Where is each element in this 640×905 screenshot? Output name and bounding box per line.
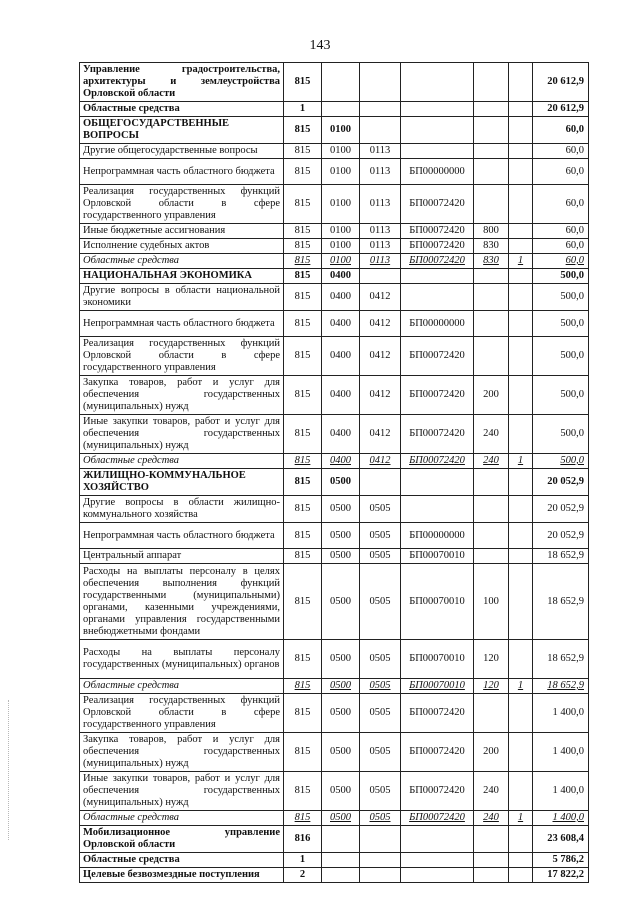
row-target-article: БП00072420 <box>401 772 474 811</box>
table-row <box>80 117 589 144</box>
row-subsection-code: 0412 <box>360 337 401 376</box>
row-funding-source <box>509 733 533 772</box>
row-grbs-code: 815 <box>284 224 322 239</box>
row-amount: 500,0 <box>533 337 589 376</box>
row-grbs-code: 2 <box>284 868 322 883</box>
table-row <box>80 826 589 853</box>
row-name: Другие общегосударственные вопросы <box>80 144 284 159</box>
row-target-article: БП00000000 <box>401 311 474 337</box>
row-funding-source <box>509 469 533 496</box>
row-amount: 500,0 <box>533 376 589 415</box>
row-subsection-code <box>360 469 401 496</box>
row-target-article: БП00072420 <box>401 454 474 469</box>
row-target-article: БП00070010 <box>401 549 474 564</box>
row-section-code: 0400 <box>322 376 360 415</box>
row-section-code: 0500 <box>322 694 360 733</box>
row-amount: 1 400,0 <box>533 811 589 826</box>
row-amount: 500,0 <box>533 284 589 311</box>
row-grbs-code: 815 <box>284 469 322 496</box>
row-target-article <box>401 853 474 868</box>
row-section-code <box>322 853 360 868</box>
row-funding-source <box>509 772 533 811</box>
row-amount: 1 400,0 <box>533 694 589 733</box>
row-expense-type: 120 <box>474 640 509 679</box>
row-subsection-code <box>360 269 401 284</box>
row-subsection-code: 0113 <box>360 254 401 269</box>
table-row <box>80 269 589 284</box>
row-amount: 60,0 <box>533 224 589 239</box>
row-grbs-code: 815 <box>284 694 322 733</box>
row-subsection-code <box>360 117 401 144</box>
row-grbs-code: 815 <box>284 772 322 811</box>
table-row <box>80 63 589 102</box>
row-section-code: 0400 <box>322 337 360 376</box>
row-expense-type <box>474 144 509 159</box>
row-expense-type: 100 <box>474 564 509 640</box>
row-subsection-code: 0412 <box>360 454 401 469</box>
row-grbs-code: 816 <box>284 826 322 853</box>
row-funding-source: 1 <box>509 254 533 269</box>
row-target-article <box>401 284 474 311</box>
row-amount: 17 822,2 <box>533 868 589 883</box>
row-expense-type <box>474 826 509 853</box>
row-expense-type <box>474 853 509 868</box>
row-expense-type <box>474 469 509 496</box>
row-target-article: БП00072420 <box>401 694 474 733</box>
row-section-code <box>322 102 360 117</box>
table-row <box>80 853 589 868</box>
row-name: Иные бюджетные ассигнования <box>80 224 284 239</box>
row-name: Областные средства <box>80 853 284 868</box>
row-subsection-code: 0113 <box>360 224 401 239</box>
row-target-article: БП00072420 <box>401 415 474 454</box>
table-row <box>80 772 589 811</box>
row-subsection-code <box>360 853 401 868</box>
row-name: Иные закупки товаров, работ и услуг для обеспечения государственных (муниципальных) нужд <box>80 772 284 811</box>
row-grbs-code: 815 <box>284 454 322 469</box>
row-section-code: 0500 <box>322 549 360 564</box>
row-funding-source <box>509 564 533 640</box>
row-amount: 60,0 <box>533 239 589 254</box>
row-target-article: БП00072420 <box>401 733 474 772</box>
row-grbs-code: 815 <box>284 144 322 159</box>
row-name: Областные средства <box>80 254 284 269</box>
row-subsection-code <box>360 826 401 853</box>
row-target-article: БП00072420 <box>401 239 474 254</box>
row-expense-type <box>474 337 509 376</box>
table-row <box>80 640 589 679</box>
row-section-code: 0400 <box>322 284 360 311</box>
row-funding-source: 1 <box>509 679 533 694</box>
row-target-article <box>401 469 474 496</box>
table-row <box>80 102 589 117</box>
row-grbs-code: 1 <box>284 102 322 117</box>
row-section-code <box>322 826 360 853</box>
row-subsection-code: 0113 <box>360 144 401 159</box>
row-target-article: БП00070010 <box>401 640 474 679</box>
row-section-code: 0500 <box>322 469 360 496</box>
row-target-article: БП00072420 <box>401 376 474 415</box>
row-amount: 20 052,9 <box>533 523 589 549</box>
row-section-code: 0500 <box>322 640 360 679</box>
row-funding-source <box>509 224 533 239</box>
row-grbs-code: 815 <box>284 811 322 826</box>
row-name: Расходы на выплаты персоналу в целях обеспечения выполнения функций государственными (муниципальными) органами, казенными учреждениями, органами управления государственными внебюджетными фондами <box>80 564 284 640</box>
row-subsection-code: 0412 <box>360 415 401 454</box>
row-subsection-code: 0505 <box>360 811 401 826</box>
page-number: 143 <box>309 38 331 53</box>
row-expense-type <box>474 117 509 144</box>
row-target-article: БП00000000 <box>401 159 474 185</box>
row-funding-source <box>509 284 533 311</box>
row-grbs-code: 815 <box>284 549 322 564</box>
scan-margin-marks <box>8 700 12 840</box>
row-funding-source <box>509 694 533 733</box>
table-row <box>80 811 589 826</box>
row-expense-type <box>474 549 509 564</box>
row-section-code: 0500 <box>322 733 360 772</box>
row-funding-source <box>509 549 533 564</box>
row-funding-source <box>509 63 533 102</box>
row-subsection-code <box>360 102 401 117</box>
table-row <box>80 564 589 640</box>
row-section-code: 0100 <box>322 224 360 239</box>
row-target-article <box>401 269 474 284</box>
row-section-code: 0500 <box>322 811 360 826</box>
row-expense-type: 830 <box>474 239 509 254</box>
row-expense-type: 240 <box>474 454 509 469</box>
row-name: Областные средства <box>80 679 284 694</box>
row-target-article <box>401 826 474 853</box>
row-section-code: 0400 <box>322 454 360 469</box>
row-name: Мобилизационное управление Орловской области <box>80 826 284 853</box>
row-target-article: БП00072420 <box>401 337 474 376</box>
table-row <box>80 469 589 496</box>
row-funding-source <box>509 853 533 868</box>
row-funding-source <box>509 239 533 254</box>
row-target-article: БП00072420 <box>401 185 474 224</box>
row-section-code: 0100 <box>322 254 360 269</box>
row-grbs-code: 1 <box>284 853 322 868</box>
row-section-code: 0100 <box>322 239 360 254</box>
row-funding-source <box>509 415 533 454</box>
row-expense-type <box>474 102 509 117</box>
row-amount: 1 400,0 <box>533 772 589 811</box>
row-name: Непрограммная часть областного бюджета <box>80 311 284 337</box>
row-name: Реализация государственных функций Орловской области в сфере государственного управления <box>80 694 284 733</box>
row-grbs-code: 815 <box>284 523 322 549</box>
row-grbs-code: 815 <box>284 159 322 185</box>
row-expense-type <box>474 694 509 733</box>
row-target-article: БП00072420 <box>401 811 474 826</box>
row-grbs-code: 815 <box>284 185 322 224</box>
row-target-article: БП00072420 <box>401 254 474 269</box>
budget-table <box>79 62 589 883</box>
row-target-article: БП00072420 <box>401 224 474 239</box>
row-grbs-code: 815 <box>284 239 322 254</box>
row-subsection-code: 0412 <box>360 376 401 415</box>
row-amount: 20 052,9 <box>533 469 589 496</box>
row-funding-source: 1 <box>509 454 533 469</box>
row-funding-source <box>509 523 533 549</box>
row-expense-type: 240 <box>474 415 509 454</box>
row-section-code: 0500 <box>322 772 360 811</box>
table-row <box>80 523 589 549</box>
row-grbs-code: 815 <box>284 63 322 102</box>
row-name: Реализация государственных функций Орловской области в сфере государственного управления <box>80 337 284 376</box>
row-section-code: 0400 <box>322 269 360 284</box>
row-section-code: 0400 <box>322 311 360 337</box>
row-name: Закупка товаров, работ и услуг для обеспечения государственных (муниципальных) нужд <box>80 376 284 415</box>
row-name: Иные закупки товаров, работ и услуг для обеспечения государственных (муниципальных) нужд <box>80 415 284 454</box>
row-grbs-code: 815 <box>284 311 322 337</box>
row-section-code: 0500 <box>322 496 360 523</box>
row-grbs-code: 815 <box>284 284 322 311</box>
table-body <box>80 63 589 883</box>
table-row <box>80 415 589 454</box>
row-target-article <box>401 496 474 523</box>
row-expense-type: 240 <box>474 811 509 826</box>
table-row <box>80 733 589 772</box>
table-row <box>80 159 589 185</box>
row-funding-source <box>509 376 533 415</box>
row-subsection-code: 0113 <box>360 185 401 224</box>
row-expense-type: 200 <box>474 733 509 772</box>
row-name: Другие вопросы в области жилищно-коммунального хозяйства <box>80 496 284 523</box>
row-expense-type: 800 <box>474 224 509 239</box>
row-target-article: БП00070010 <box>401 564 474 640</box>
row-grbs-code: 815 <box>284 564 322 640</box>
row-funding-source: 1 <box>509 811 533 826</box>
row-section-code: 0400 <box>322 415 360 454</box>
row-expense-type <box>474 523 509 549</box>
row-expense-type <box>474 496 509 523</box>
row-grbs-code: 815 <box>284 117 322 144</box>
row-grbs-code: 815 <box>284 679 322 694</box>
row-expense-type <box>474 284 509 311</box>
row-name: Реализация государственных функций Орловской области в сфере государственного управления <box>80 185 284 224</box>
row-amount: 18 652,9 <box>533 640 589 679</box>
row-name: Целевые безвозмездные поступления <box>80 868 284 883</box>
row-name: Расходы на выплаты персоналу государственных (муниципальных) органов <box>80 640 284 679</box>
table-row <box>80 144 589 159</box>
row-subsection-code: 0505 <box>360 523 401 549</box>
row-expense-type <box>474 185 509 224</box>
row-section-code <box>322 63 360 102</box>
row-expense-type <box>474 159 509 185</box>
row-funding-source <box>509 826 533 853</box>
row-amount: 60,0 <box>533 144 589 159</box>
row-section-code: 0500 <box>322 564 360 640</box>
table-row <box>80 254 589 269</box>
row-subsection-code: 0505 <box>360 564 401 640</box>
row-section-code: 0100 <box>322 159 360 185</box>
row-subsection-code: 0505 <box>360 496 401 523</box>
row-name: Центральный аппарат <box>80 549 284 564</box>
row-name: Исполнение судебных актов <box>80 239 284 254</box>
row-grbs-code: 815 <box>284 496 322 523</box>
table-row <box>80 376 589 415</box>
row-grbs-code: 815 <box>284 733 322 772</box>
row-name: Областные средства <box>80 102 284 117</box>
row-subsection-code: 0113 <box>360 159 401 185</box>
row-amount: 500,0 <box>533 311 589 337</box>
row-name: Непрограммная часть областного бюджета <box>80 159 284 185</box>
table-row <box>80 679 589 694</box>
row-section-code: 0500 <box>322 523 360 549</box>
row-expense-type: 240 <box>474 772 509 811</box>
row-target-article: БП00070010 <box>401 679 474 694</box>
table-row <box>80 694 589 733</box>
row-amount: 500,0 <box>533 415 589 454</box>
row-name: Областные средства <box>80 454 284 469</box>
row-subsection-code: 0505 <box>360 549 401 564</box>
row-funding-source <box>509 102 533 117</box>
table-row <box>80 454 589 469</box>
row-subsection-code <box>360 63 401 102</box>
row-amount: 20 612,9 <box>533 63 589 102</box>
table-row <box>80 549 589 564</box>
table-row <box>80 311 589 337</box>
row-target-article <box>401 63 474 102</box>
row-grbs-code: 815 <box>284 269 322 284</box>
row-grbs-code: 815 <box>284 415 322 454</box>
row-funding-source <box>509 185 533 224</box>
row-amount: 18 652,9 <box>533 679 589 694</box>
row-amount: 60,0 <box>533 159 589 185</box>
row-funding-source <box>509 337 533 376</box>
row-funding-source <box>509 868 533 883</box>
table-row <box>80 239 589 254</box>
row-grbs-code: 815 <box>284 337 322 376</box>
row-expense-type <box>474 63 509 102</box>
row-funding-source <box>509 311 533 337</box>
row-name: НАЦИОНАЛЬНАЯ ЭКОНОМИКА <box>80 269 284 284</box>
row-amount: 18 652,9 <box>533 549 589 564</box>
table-row <box>80 284 589 311</box>
table-row <box>80 868 589 883</box>
table-row <box>80 337 589 376</box>
row-section-code: 0500 <box>322 679 360 694</box>
row-funding-source <box>509 640 533 679</box>
row-target-article <box>401 868 474 883</box>
row-amount: 500,0 <box>533 454 589 469</box>
row-subsection-code: 0113 <box>360 239 401 254</box>
row-name: Непрограммная часть областного бюджета <box>80 523 284 549</box>
table-row <box>80 496 589 523</box>
row-name: Другие вопросы в области национальной экономики <box>80 284 284 311</box>
row-amount: 23 608,4 <box>533 826 589 853</box>
row-name: Управление градостроительства, архитектуры и землеустройства Орловской области <box>80 63 284 102</box>
row-funding-source <box>509 144 533 159</box>
row-expense-type <box>474 311 509 337</box>
row-name: Закупка товаров, работ и услуг для обеспечения государственных (муниципальных) нужд <box>80 733 284 772</box>
row-section-code <box>322 868 360 883</box>
row-section-code: 0100 <box>322 144 360 159</box>
row-funding-source <box>509 159 533 185</box>
row-amount: 60,0 <box>533 185 589 224</box>
row-amount: 20 612,9 <box>533 102 589 117</box>
row-grbs-code: 815 <box>284 640 322 679</box>
row-target-article <box>401 117 474 144</box>
row-subsection-code: 0505 <box>360 694 401 733</box>
row-section-code: 0100 <box>322 117 360 144</box>
row-funding-source <box>509 496 533 523</box>
row-amount: 1 400,0 <box>533 733 589 772</box>
row-amount: 60,0 <box>533 117 589 144</box>
row-expense-type: 200 <box>474 376 509 415</box>
row-section-code: 0100 <box>322 185 360 224</box>
row-name: Областные средства <box>80 811 284 826</box>
row-expense-type: 830 <box>474 254 509 269</box>
row-amount: 5 786,2 <box>533 853 589 868</box>
row-subsection-code: 0505 <box>360 640 401 679</box>
row-subsection-code: 0412 <box>360 311 401 337</box>
row-subsection-code: 0412 <box>360 284 401 311</box>
table-row <box>80 185 589 224</box>
row-subsection-code: 0505 <box>360 733 401 772</box>
row-subsection-code: 0505 <box>360 772 401 811</box>
row-name: ЖИЛИЩНО-КОММУНАЛЬНОЕ ХОЗЯЙСТВО <box>80 469 284 496</box>
row-amount: 60,0 <box>533 254 589 269</box>
row-amount: 500,0 <box>533 269 589 284</box>
row-target-article: БП00000000 <box>401 523 474 549</box>
table-row <box>80 224 589 239</box>
row-funding-source <box>509 269 533 284</box>
row-amount: 20 052,9 <box>533 496 589 523</box>
row-name: ОБЩЕГОСУДАРСТВЕННЫЕ ВОПРОСЫ <box>80 117 284 144</box>
row-subsection-code <box>360 868 401 883</box>
row-expense-type: 120 <box>474 679 509 694</box>
row-grbs-code: 815 <box>284 254 322 269</box>
row-amount: 18 652,9 <box>533 564 589 640</box>
row-funding-source <box>509 117 533 144</box>
row-grbs-code: 815 <box>284 376 322 415</box>
row-target-article <box>401 102 474 117</box>
row-expense-type <box>474 269 509 284</box>
row-subsection-code: 0505 <box>360 679 401 694</box>
row-target-article <box>401 144 474 159</box>
row-expense-type <box>474 868 509 883</box>
